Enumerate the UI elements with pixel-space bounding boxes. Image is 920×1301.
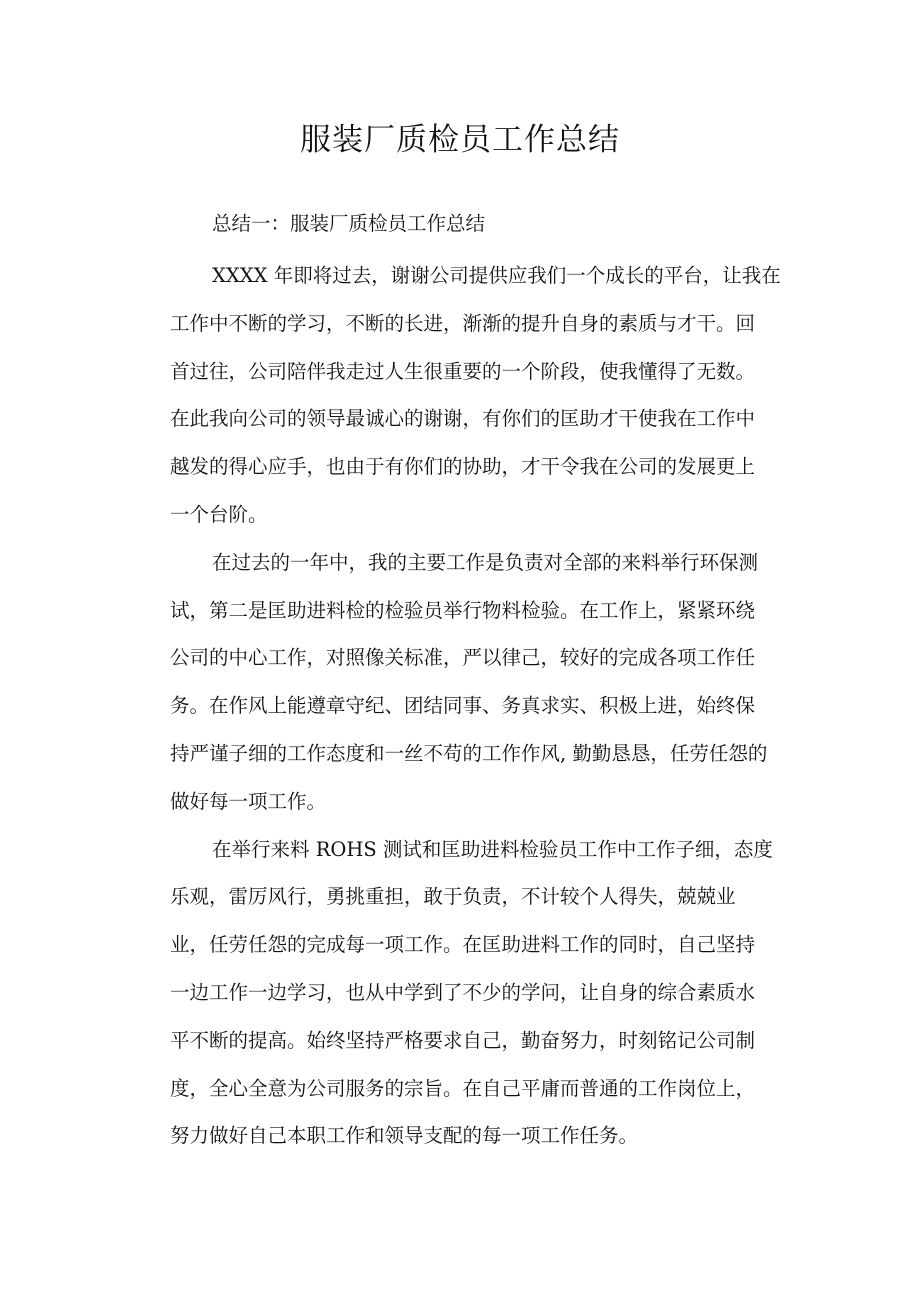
document-body xyxy=(170,252,790,1160)
text-line: 工作中不断的学习，不断的长进，渐渐的提升自身的素质与才干。回 xyxy=(170,311,756,335)
text-line: 努力做好自己本职工作和领导支配的每一项工作任务。 xyxy=(170,1124,639,1148)
paragraph-1 xyxy=(170,252,790,539)
text-line: 在过去的一年中，我的主要工作是负责对全部的来料举行环保测 xyxy=(212,550,759,574)
text-line: 公司的中心工作，对照像关标准，严以律己，较好的完成各项工作任 xyxy=(170,646,756,670)
text-line: 一边工作一边学习，也从中学到了不少的学问，让自身的综合素质水 xyxy=(170,980,756,1004)
text-line: 试，第二是匡助进料检的检验员举行物料检验。在工作上，紧紧环绕 xyxy=(170,598,756,622)
text-line: 乐观，雷厉风行，勇挑重担，敢于负责，不计较个人得失，兢兢业 xyxy=(170,885,736,909)
text-line: 业，任劳任怨的完成每一项工作。在匡助进料工作的同时，自己坚持 xyxy=(170,933,756,957)
text-line: 度，全心全意为公司服务的宗旨。在自己平庸而普通的工作岗位上， xyxy=(170,1076,756,1100)
text-line: 首过往，公司陪伴我走过人生很重要的一个阶段，使我懂得了无数。 xyxy=(170,359,756,383)
text-line: 越发的得心应手，也由于有你们的协助，才干令我在公司的发展更上 xyxy=(170,455,756,479)
section-heading: 总结一：服装厂质检员工作总结 xyxy=(212,212,486,235)
paragraph-2 xyxy=(170,539,790,826)
text-line: 在此我向公司的领导最诚心的谢谢，有你们的匡助才干使我在工作中 xyxy=(170,407,756,431)
text-line: 持严谨子细的工作态度和一丝不苟的工作作风, 勤勤恳恳，任劳任怨的 xyxy=(170,741,768,765)
text-line: 在举行来料 ROHS 测试和匡助进料检验员工作中工作子细，态度 xyxy=(212,837,773,861)
text-line: XXXX 年即将过去，谢谢公司提供应我们一个成长的平台，让我在 xyxy=(212,264,781,287)
text-line: 平不断的提高。始终坚持严格要求自己，勤奋努力，时刻铭记公司制 xyxy=(170,1028,756,1052)
text-line: 务。在作风上能遵章守纪、团结同事、务真求实、积极上进，始终保 xyxy=(170,694,756,718)
text-line: 做好每一项工作。 xyxy=(170,789,327,813)
text-line: 一个台阶。 xyxy=(170,502,268,526)
document-title: 服装厂质检员工作总结 xyxy=(300,122,620,158)
paragraph-3 xyxy=(170,826,790,1161)
